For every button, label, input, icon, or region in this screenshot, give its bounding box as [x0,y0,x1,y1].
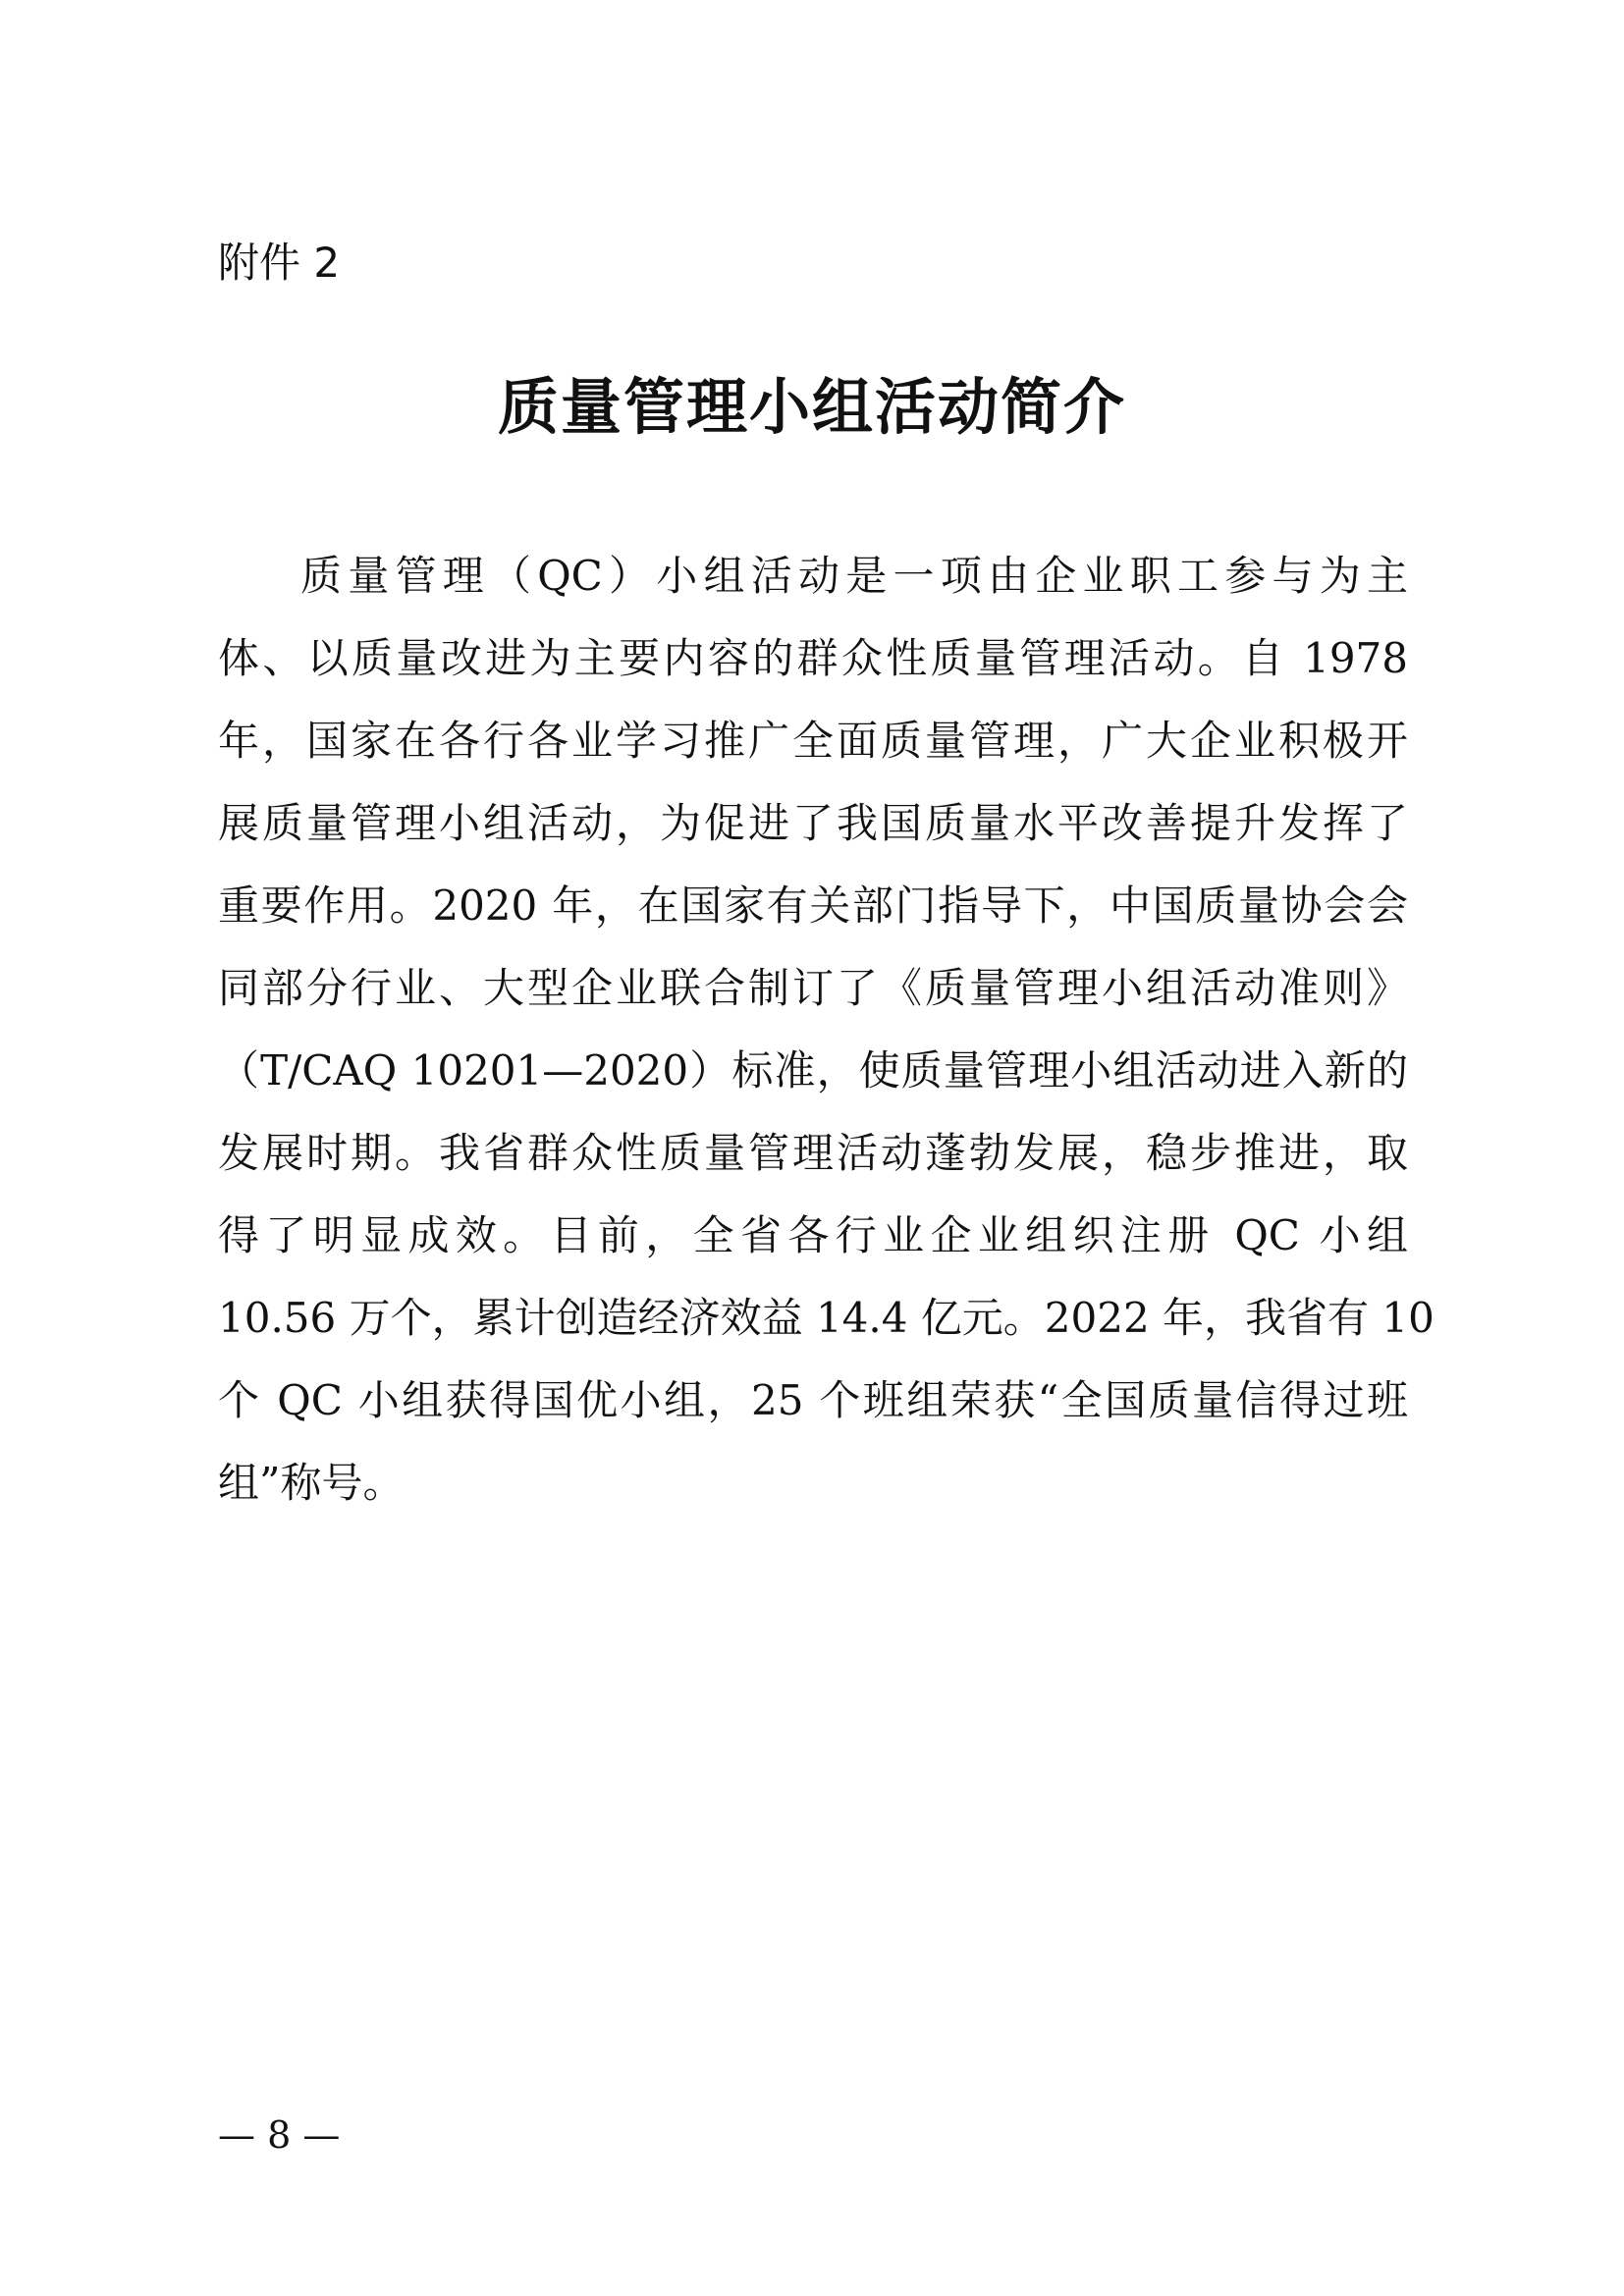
paragraph-line: 展质量管理小组活动，为促进了我国质量水平改善提升发挥了 [218,799,1408,847]
paragraph-line: 重要作用。2020 年，在国家有关部门指导下，中国质量协会会 [218,881,1408,930]
paragraph-line: 10.56 万个，累计创造经济效益 14.4 亿元。2022 年，我省有 10 [218,1294,1435,1342]
paragraph-line: 组”称号。 [218,1459,405,1507]
paragraph-line: 同部分行业、大型企业联合制订了《质量管理小组活动准则》 [218,964,1408,1012]
paragraph-line: 年，国家在各行各业学习推广全面质量管理，广大企业积极开 [218,717,1408,765]
paragraph-line: 发展时期。我省群众性质量管理活动蓬勃发展，稳步推进，取 [218,1129,1408,1177]
document-title: 质量管理小组活动简介 [497,371,1126,443]
paragraph-line: 得了明显成效。目前，全省各行业企业组织注册 QC 小组 [218,1211,1408,1259]
paragraph-line: 质量管理（QC）小组活动是一项由企业职工参与为主 [300,552,1408,600]
paragraph-line: 体、以质量改进为主要内容的群众性质量管理活动。自 1978 [218,634,1408,682]
attachment-label: 附件 2 [218,239,341,287]
paragraph-line: 个 QC 小组获得国优小组，25 个班组荣获“全国质量信得过班 [218,1376,1408,1424]
page-number: — 8 — [218,2113,341,2157]
paragraph-line: （T/CAQ 10201—2020）标准，使质量管理小组活动进入新的 [218,1046,1408,1095]
body-paragraph [218,535,1435,1524]
